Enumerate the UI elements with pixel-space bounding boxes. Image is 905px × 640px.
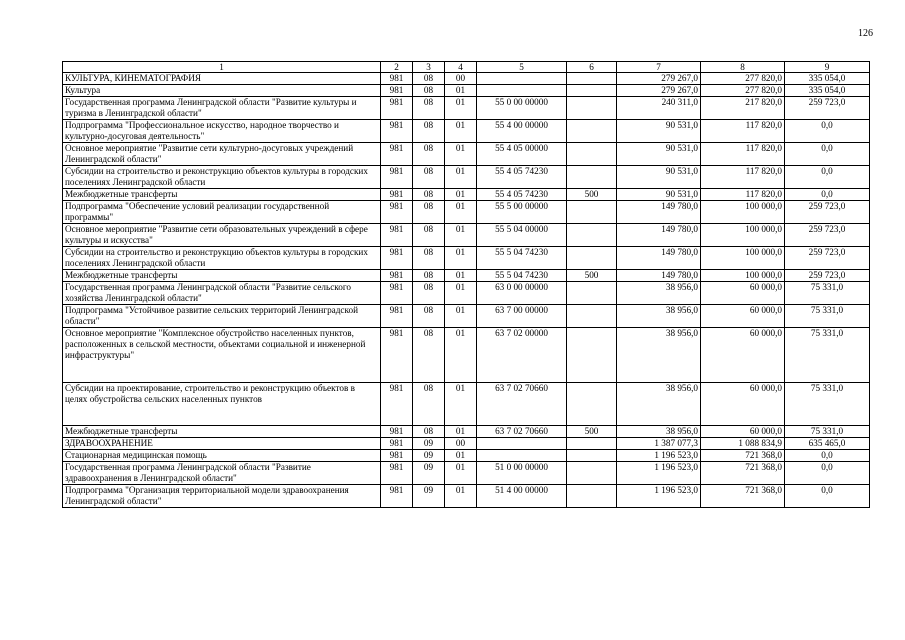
row-expense-type [567,166,617,189]
row-ministry-code: 981 [381,85,413,97]
row-subsection-code: 01 [445,383,477,426]
row-expense-type [567,450,617,462]
row-name: КУЛЬТУРА, КИНЕМАТОГРАФИЯ [63,73,381,85]
row-name: Подпрограмма "Устойчивое развитие сельских территорий Ленинградской области" [63,305,381,328]
row-amount-col9: 75 331,0 [785,305,870,328]
row-expense-type [567,224,617,247]
row-amount-col8: 100 000,0 [701,224,785,247]
table-row [63,73,870,85]
row-subsection-code: 01 [445,328,477,383]
row-subsection-code: 01 [445,224,477,247]
row-subsection-code: 01 [445,305,477,328]
row-amount-col8: 60 000,0 [701,305,785,328]
row-amount-col8: 721 368,0 [701,450,785,462]
row-amount-col7: 149 780,0 [617,270,701,282]
row-subsection-code: 01 [445,426,477,438]
row-section-code: 08 [413,97,445,120]
row-amount-col9: 0,0 [785,189,870,201]
row-name: Подпрограмма "Организация территориальной модели здравоохранения Ленинградской области" [63,485,381,508]
row-amount-col8: 117 820,0 [701,166,785,189]
table-row [63,426,870,438]
row-amount-col8: 60 000,0 [701,383,785,426]
row-subsection-code: 01 [445,166,477,189]
row-amount-col9: 259 723,0 [785,247,870,270]
row-amount-col9: 0,0 [785,120,870,143]
row-target-article: 55 4 05 74230 [477,166,567,189]
table-row [63,282,870,305]
row-amount-col7: 149 780,0 [617,201,701,224]
row-name: Подпрограмма "Профессиональное искусство, народное творчество и культурно-досуговая деятельность" [63,120,381,143]
row-amount-col7: 90 531,0 [617,120,701,143]
row-ministry-code: 981 [381,201,413,224]
row-name: Межбюджетные трансферты [63,426,381,438]
row-ministry-code: 981 [381,438,413,450]
row-amount-col7: 1 196 523,0 [617,450,701,462]
row-amount-col9: 0,0 [785,166,870,189]
row-subsection-code: 01 [445,143,477,166]
row-amount-col9: 0,0 [785,485,870,508]
row-section-code: 08 [413,426,445,438]
row-name: Основное мероприятие "Комплексное обустройство населенных пунктов, расположенных в сельской местности, объектами социальной и инженерной инфраструктуры" [63,328,381,383]
row-ministry-code: 981 [381,282,413,305]
row-ministry-code: 981 [381,328,413,383]
row-target-article: 55 5 04 74230 [477,270,567,282]
column-header-4: 4 [445,62,477,73]
table-row [63,143,870,166]
row-subsection-code: 00 [445,73,477,85]
row-amount-col8: 100 000,0 [701,270,785,282]
column-header-6: 6 [567,62,617,73]
row-target-article [477,73,567,85]
row-target-article: 55 5 04 74230 [477,247,567,270]
row-name: Субсидии на строительство и реконструкцию объектов культуры в городских поселениях Ленинградской области [63,247,381,270]
row-section-code: 08 [413,73,445,85]
row-amount-col8: 117 820,0 [701,120,785,143]
row-amount-col9: 0,0 [785,143,870,166]
row-amount-col7: 1 196 523,0 [617,462,701,485]
row-expense-type [567,85,617,97]
row-ministry-code: 981 [381,224,413,247]
table-row [63,383,870,426]
row-amount-col7: 38 956,0 [617,282,701,305]
row-target-article: 55 5 00 00000 [477,201,567,224]
row-amount-col8: 277 820,0 [701,85,785,97]
table-row [63,247,870,270]
row-amount-col7: 90 531,0 [617,143,701,166]
table-body [63,73,870,508]
row-ministry-code: 981 [381,247,413,270]
row-ministry-code: 981 [381,383,413,426]
row-subsection-code: 01 [445,270,477,282]
row-amount-col7: 279 267,0 [617,73,701,85]
row-target-article: 55 4 00 00000 [477,120,567,143]
row-ministry-code: 981 [381,305,413,328]
table-row [63,270,870,282]
row-amount-col7: 149 780,0 [617,247,701,270]
row-amount-col8: 60 000,0 [701,426,785,438]
row-target-article: 55 0 00 00000 [477,97,567,120]
row-subsection-code: 01 [445,201,477,224]
row-ministry-code: 981 [381,450,413,462]
row-amount-col8: 217 820,0 [701,97,785,120]
table-row [63,85,870,97]
table-row [63,189,870,201]
row-amount-col8: 117 820,0 [701,143,785,166]
table-row [63,224,870,247]
row-amount-col8: 721 368,0 [701,462,785,485]
row-ministry-code: 981 [381,270,413,282]
row-target-article [477,85,567,97]
row-expense-type: 500 [567,189,617,201]
row-amount-col7: 38 956,0 [617,383,701,426]
row-amount-col8: 100 000,0 [701,247,785,270]
row-name: ЗДРАВООХРАНЕНИЕ [63,438,381,450]
row-ministry-code: 981 [381,189,413,201]
row-subsection-code: 01 [445,189,477,201]
row-amount-col9: 75 331,0 [785,426,870,438]
row-target-article: 55 4 05 74230 [477,189,567,201]
row-amount-col7: 38 956,0 [617,426,701,438]
row-section-code: 08 [413,328,445,383]
row-ministry-code: 981 [381,485,413,508]
row-target-article: 51 0 00 00000 [477,462,567,485]
row-expense-type [567,383,617,426]
row-section-code: 08 [413,282,445,305]
row-section-code: 08 [413,270,445,282]
row-subsection-code: 01 [445,247,477,270]
row-section-code: 08 [413,85,445,97]
column-header-3: 3 [413,62,445,73]
row-ministry-code: 981 [381,462,413,485]
row-ministry-code: 981 [381,166,413,189]
row-subsection-code: 01 [445,282,477,305]
row-amount-col9: 75 331,0 [785,328,870,383]
row-subsection-code: 01 [445,485,477,508]
table-row [63,120,870,143]
row-subsection-code: 01 [445,450,477,462]
row-amount-col9: 335 054,0 [785,73,870,85]
row-amount-col8: 100 000,0 [701,201,785,224]
row-amount-col7: 279 267,0 [617,85,701,97]
row-ministry-code: 981 [381,143,413,166]
row-amount-col9: 259 723,0 [785,270,870,282]
row-amount-col9: 0,0 [785,462,870,485]
row-amount-col7: 90 531,0 [617,189,701,201]
row-name: Стационарная медицинская помощь [63,450,381,462]
row-section-code: 08 [413,166,445,189]
row-target-article [477,438,567,450]
row-subsection-code: 00 [445,438,477,450]
row-subsection-code: 01 [445,85,477,97]
row-section-code: 09 [413,462,445,485]
column-header-7: 7 [617,62,701,73]
row-amount-col8: 277 820,0 [701,73,785,85]
row-target-article [477,450,567,462]
column-header-1: 1 [63,62,381,73]
row-target-article: 51 4 00 00000 [477,485,567,508]
row-expense-type [567,120,617,143]
row-amount-col7: 1 387 077,3 [617,438,701,450]
row-target-article: 63 7 00 00000 [477,305,567,328]
row-amount-col8: 1 088 834,9 [701,438,785,450]
row-subsection-code: 01 [445,120,477,143]
row-amount-col7: 149 780,0 [617,224,701,247]
row-amount-col9: 75 331,0 [785,282,870,305]
row-ministry-code: 981 [381,73,413,85]
row-name: Государственная программа Ленинградской области "Развитие сельского хозяйства Ленинградской области" [63,282,381,305]
row-expense-type [567,73,617,85]
row-section-code: 08 [413,383,445,426]
row-ministry-code: 981 [381,426,413,438]
row-amount-col8: 721 368,0 [701,485,785,508]
row-section-code: 09 [413,450,445,462]
row-expense-type [567,328,617,383]
page-number: 126 [858,28,873,39]
row-expense-type [567,143,617,166]
budget-table [62,61,870,508]
row-section-code: 08 [413,143,445,166]
row-amount-col9: 259 723,0 [785,201,870,224]
table-header-row [63,62,870,73]
row-section-code: 08 [413,224,445,247]
row-target-article: 63 7 02 70660 [477,426,567,438]
row-expense-type [567,282,617,305]
table-row [63,166,870,189]
row-amount-col8: 60 000,0 [701,282,785,305]
row-ministry-code: 981 [381,97,413,120]
row-amount-col8: 117 820,0 [701,189,785,201]
row-ministry-code: 981 [381,120,413,143]
row-amount-col7: 38 956,0 [617,328,701,383]
row-amount-col7: 240 311,0 [617,97,701,120]
table-row [63,97,870,120]
row-amount-col9: 75 331,0 [785,383,870,426]
column-header-5: 5 [477,62,567,73]
row-subsection-code: 01 [445,97,477,120]
row-name: Культура [63,85,381,97]
row-section-code: 08 [413,189,445,201]
row-expense-type: 500 [567,270,617,282]
row-name: Межбюджетные трансферты [63,189,381,201]
row-name: Субсидии на проектирование, строительство и реконструкцию объектов в целях обустройства сельских населенных пунктов [63,383,381,426]
row-section-code: 09 [413,485,445,508]
row-section-code: 08 [413,201,445,224]
table-row [63,201,870,224]
row-target-article: 63 7 02 70660 [477,383,567,426]
row-expense-type [567,485,617,508]
row-name: Подпрограмма "Обеспечение условий реализации государственной программы" [63,201,381,224]
row-target-article: 55 5 04 00000 [477,224,567,247]
column-header-8: 8 [701,62,785,73]
row-expense-type [567,247,617,270]
row-expense-type [567,201,617,224]
table-row [63,305,870,328]
row-amount-col9: 259 723,0 [785,224,870,247]
row-name: Межбюджетные трансферты [63,270,381,282]
row-amount-col7: 90 531,0 [617,166,701,189]
row-target-article: 63 0 00 00000 [477,282,567,305]
row-amount-col9: 335 054,0 [785,85,870,97]
row-amount-col7: 38 956,0 [617,305,701,328]
row-amount-col7: 1 196 523,0 [617,485,701,508]
row-target-article: 55 4 05 00000 [477,143,567,166]
table-row [63,450,870,462]
column-header-2: 2 [381,62,413,73]
table-row [63,485,870,508]
row-expense-type [567,305,617,328]
row-section-code: 08 [413,120,445,143]
row-name: Государственная программа Ленинградской области "Развитие культуры и туризма в Ленинградской области" [63,97,381,120]
column-header-9: 9 [785,62,870,73]
row-amount-col9: 0,0 [785,450,870,462]
row-expense-type [567,97,617,120]
row-amount-col9: 635 465,0 [785,438,870,450]
row-expense-type: 500 [567,426,617,438]
row-expense-type [567,438,617,450]
row-name: Государственная программа Ленинградской области "Развитие здравоохранения в Ленинградской области" [63,462,381,485]
row-amount-col8: 60 000,0 [701,328,785,383]
row-amount-col9: 259 723,0 [785,97,870,120]
row-target-article: 63 7 02 00000 [477,328,567,383]
row-section-code: 08 [413,247,445,270]
row-section-code: 09 [413,438,445,450]
table-row [63,328,870,383]
row-name: Основное мероприятие "Развитие сети образовательных учреждений в сфере культуры и искусства" [63,224,381,247]
row-name: Основное мероприятие "Развитие сети культурно-досуговых учреждений Ленинградской области" [63,143,381,166]
row-section-code: 08 [413,305,445,328]
table-row [63,438,870,450]
table-row [63,462,870,485]
row-subsection-code: 01 [445,462,477,485]
row-name: Субсидии на строительство и реконструкцию объектов культуры в городских поселениях Ленинградской области [63,166,381,189]
row-expense-type [567,462,617,485]
